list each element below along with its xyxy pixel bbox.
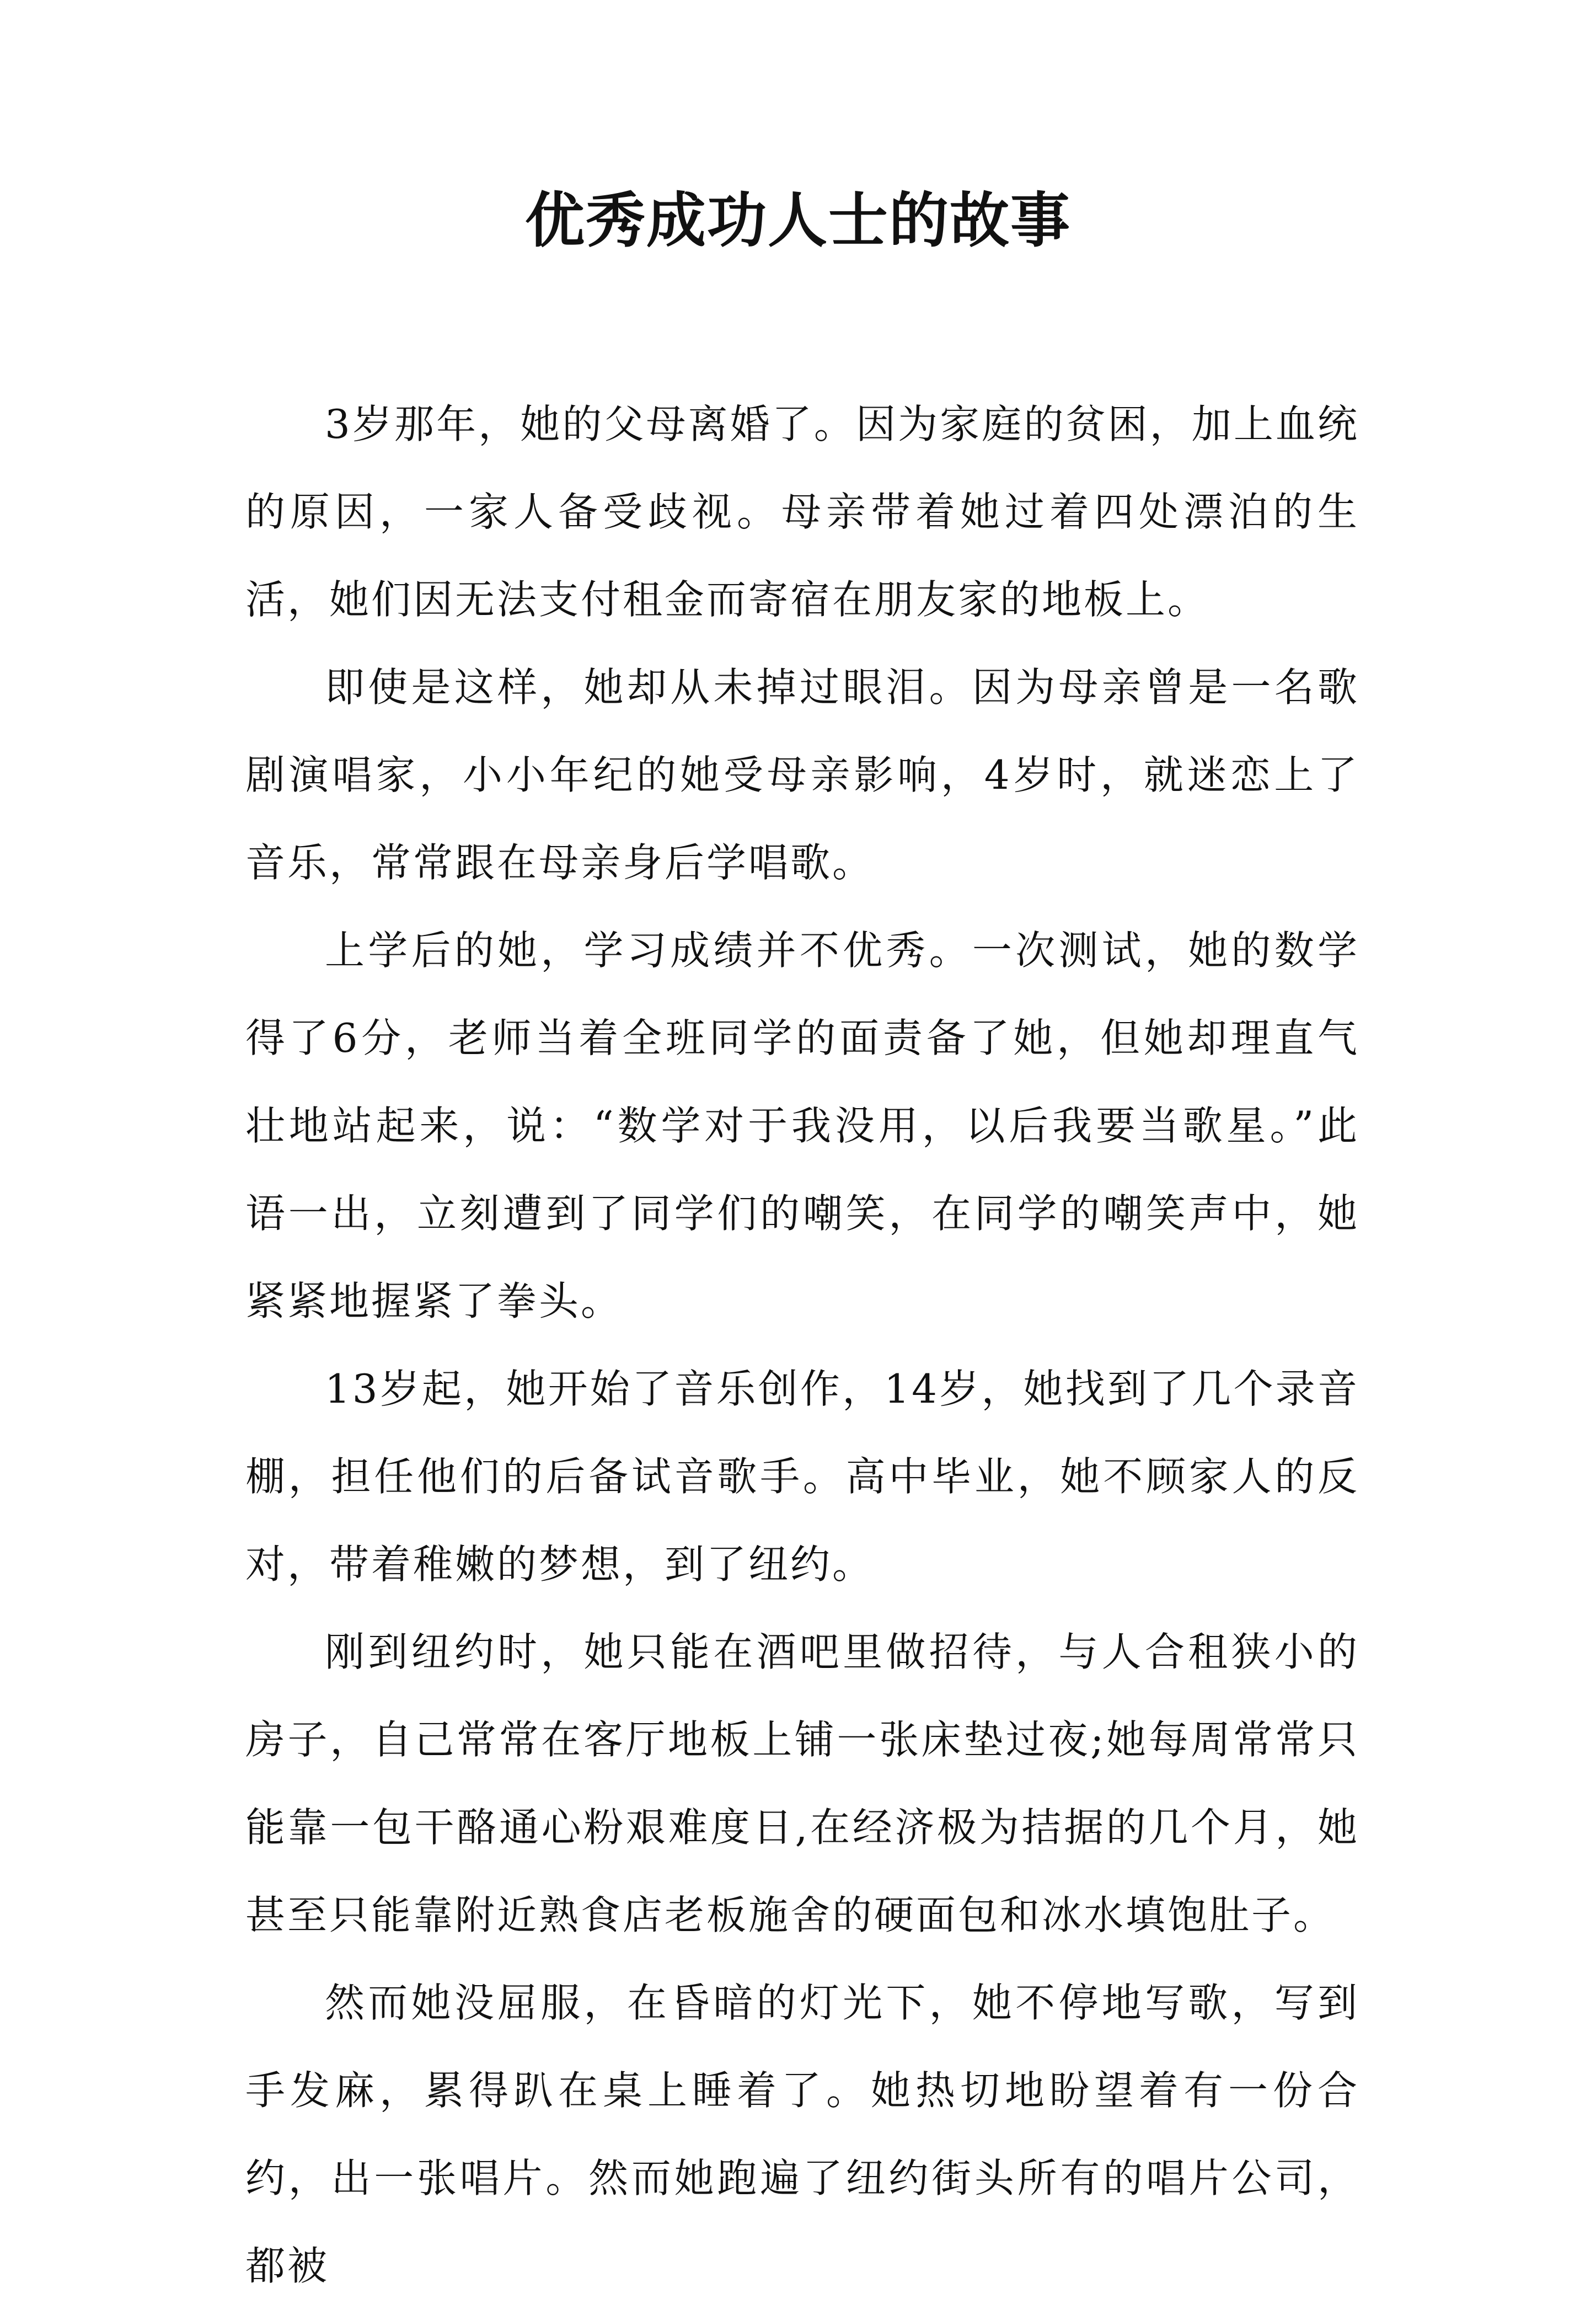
document-body bbox=[245, 381, 1359, 2310]
paragraph-3: 上学后的她，学习成绩并不优秀。一次测试，她的数学得了6分，老师当着全班同学的面责备了她，但她却理直气壮地站起来，说：“数学对于我没用，以后我要当歌星。”此语一出，立刻遭到了同学们的嘲笑，在同学的嘲笑声中，她紧紧地握紧了拳头。 bbox=[245, 927, 1359, 1324]
paragraph-6: 然而她没屈服，在昏暗的灯光下，她不停地写歌，写到手发麻，累得趴在桌上睡着了。她热切地盼望着有一份合约，出一张唱片。然而她跑遍了纽约街头所有的唱片公司，都被 bbox=[245, 1980, 1359, 2289]
paragraph-1: 3岁那年，她的父母离婚了。因为家庭的贫困，加上血统的原因，一家人备受歧视。母亲带着她过着四处漂泊的生活，她们因无法支付租金而寄宿在朋友家的地板上。 bbox=[245, 401, 1359, 623]
document-title: 优秀成功人士的故事 bbox=[524, 186, 1071, 255]
paragraph-2: 即使是这样，她却从未掉过眼泪。因为母亲曾是一名歌剧演唱家，小小年纪的她受母亲影响，4岁时，就迷恋上了音乐，常常跟在母亲身后学唱歌。 bbox=[245, 664, 1359, 886]
paragraph-5: 刚到纽约时，她只能在酒吧里做招待，与人合租狭小的房子，自己常常在客厅地板上铺一张床垫过夜;她每周常常只能靠一包干酪通心粉艰难度日,在经济极为拮据的几个月，她甚至只能靠附近熟食店老板施舍的硬面包和冰水填饱肚子。 bbox=[245, 1629, 1359, 1938]
paragraph-4: 13岁起，她开始了音乐创作，14岁，她找到了几个录音棚，担任他们的后备试音歌手。高中毕业，她不顾家人的反对，带着稚嫩的梦想，到了纽约。 bbox=[245, 1366, 1359, 1587]
